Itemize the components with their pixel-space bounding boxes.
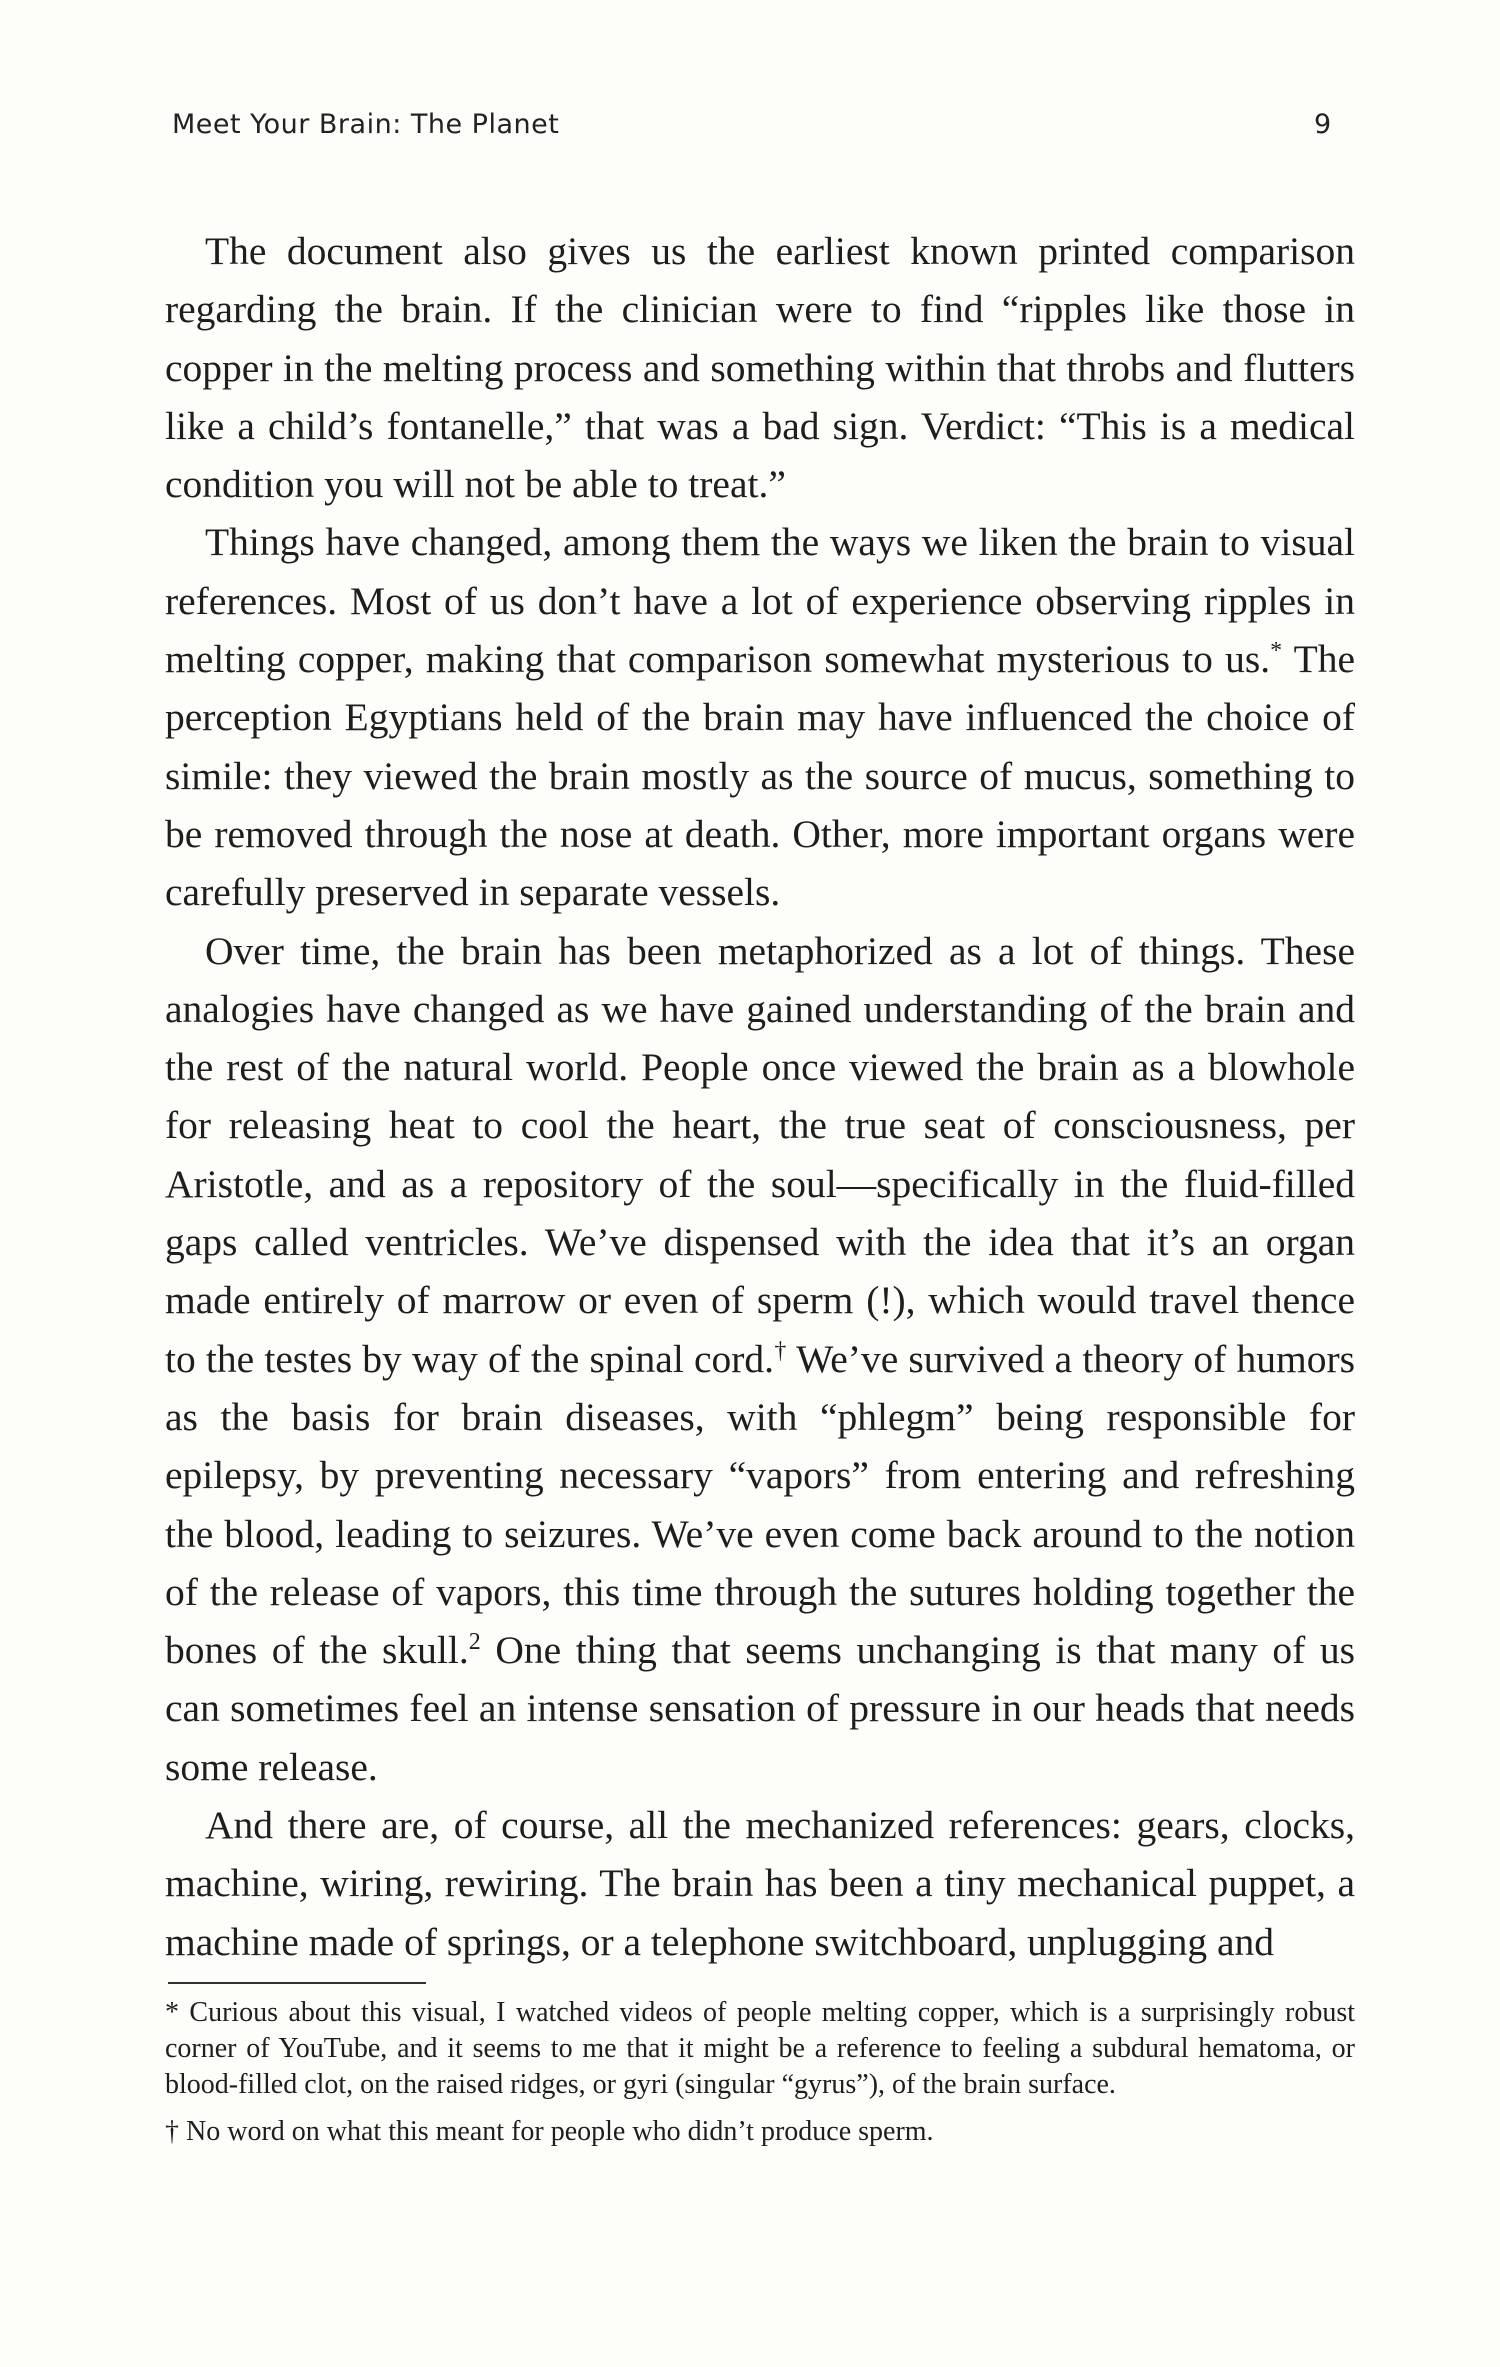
endnote-mark-2: 2 xyxy=(468,1629,481,1656)
body-text xyxy=(165,222,1355,1971)
paragraph-1: The document also gives us the earliest known printed comparison regarding the brain. If the clinician were to find “ripples like those in copper in the melting process and something within that throbs and flutters like a child’s fontanelle,” that was a bad sign. Verdict: “This is a medical condition you will not be able to treat.” xyxy=(165,229,1355,507)
paragraph-3 xyxy=(165,922,1355,1796)
footnote-1: * Curious about this visual, I watched videos of people melting copper, which is a surprisingly robust corner of YouTube, and it seems to me that it might be a reference to feeling a subdural hematoma, or blood-filled clot, on the raised ridges, or gyri (singular “gyrus”), of the brain surface. xyxy=(165,1997,1355,2101)
page-number: 9 xyxy=(1314,109,1332,140)
paragraph-2 xyxy=(165,513,1355,921)
paragraph-2-text-a: Things have changed, among them the ways we liken the brain to visual references. Most of us don’t have a lot of experience observing ripples in melting copper, making that comparison somewhat mysterious to us. xyxy=(165,520,1355,682)
footnote-mark-asterisk: * xyxy=(1270,638,1283,665)
footnote-divider xyxy=(168,1982,426,1984)
paragraph-3-text-b: We’ve survived a theory of humors as the basis for brain diseases, with “phlegm” being responsible for epilepsy, by preventing necessary “vapors” from entering and refreshing the blood, leading to seizures. We’ve even come back around to the notion of the release of vapors, this time through the sutures holding together the bones of the skull. xyxy=(165,1336,1355,1673)
paragraph-3-text-c: One thing that seems unchanging is that many of us can sometimes feel an intense sensation of pressure in our heads that needs some release. xyxy=(165,1628,1355,1789)
paragraph-3-text-a: Over time, the brain has been metaphorized as a lot of things. These analogies have changed as we have gained understanding of the brain and the rest of the natural world. People once viewed the brain as a blowhole for releasing heat to cool the heart, the true seat of consciousness, per Aristotle, and as a repository of the soul—specifically in the fluid-filled gaps called ventricles. We’ve dispensed with the idea that it’s an organ made entirely of marrow or even of sperm (!), which would travel thence to the testes by way of the spinal cord. xyxy=(165,928,1355,1381)
paragraph-2-text-b: The perception Egyptians held of the brain may have influenced the choice of simile: they viewed the brain mostly as the source of mucus, something to be removed through the nose at death. Other, more important organs were carefully preserved in separate vessels. xyxy=(165,637,1355,915)
footnotes xyxy=(165,1995,1355,2160)
footnote-mark-dagger: † xyxy=(774,1337,787,1364)
footnote-2: † No word on what this meant for people who didn’t produce sperm. xyxy=(165,2115,934,2147)
running-head-title: Meet Your Brain: The Planet xyxy=(172,109,560,140)
paragraph-4: And there are, of course, all the mechanized references: gears, clocks, machine, wiring, rewiring. The brain has been a tiny mechanical puppet, a machine made of springs, or a telephone switchboard, unplugging and xyxy=(165,1803,1355,1964)
